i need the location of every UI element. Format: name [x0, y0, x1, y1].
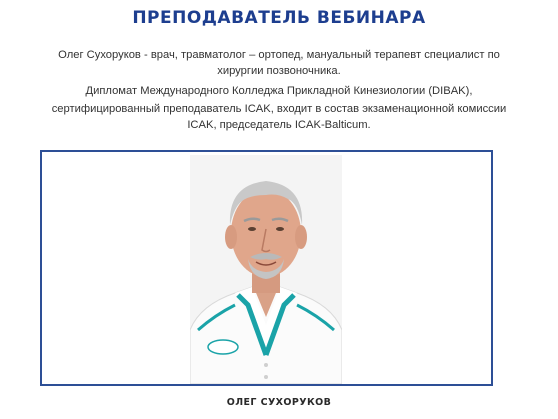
instructor-photo-frame — [40, 150, 493, 386]
bio-paragraph-2: Дипломат Международного Колледжа Прикладной Кинезиологии (DIBAK), — [85, 85, 473, 97]
bio-paragraph-1: Олег Сухоруков - врач, травматолог – ортопед, мануальный терапевт специалист по хирургии позвоночника. — [58, 49, 500, 77]
section-title: ПРЕПОДАВАТЕЛЬ ВЕБИНАРА — [132, 8, 426, 28]
instructor-photo — [190, 155, 342, 384]
uniform-logo — [208, 340, 238, 354]
bio-paragraph-3: сертифицированный преподаватель ICAK, входит в состав экзаменационной комиссии ICAK, председатель ICAK-Balticum. — [51, 103, 507, 131]
instructor-name-caption: ОЛЕГ СУХОРУКОВ — [226, 397, 332, 408]
